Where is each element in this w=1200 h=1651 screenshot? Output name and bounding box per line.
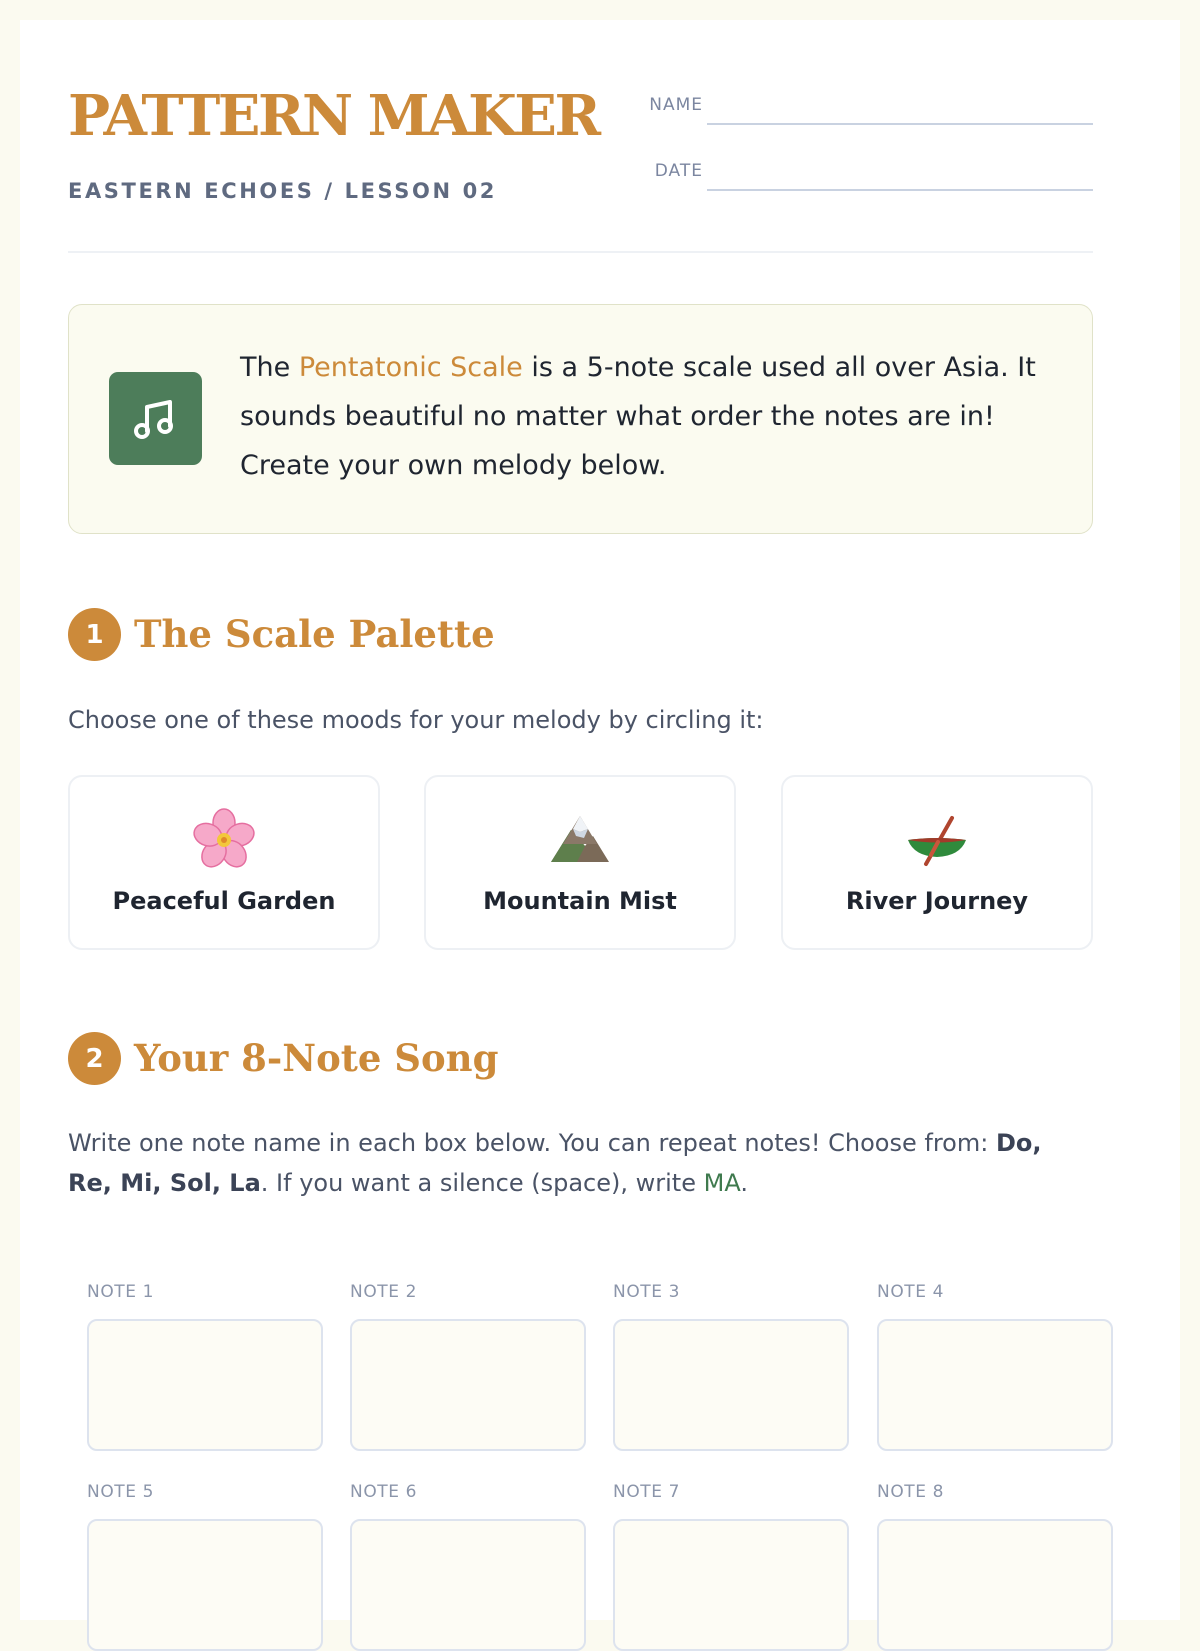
note-label: NOTE 7	[613, 1482, 681, 1502]
note-box-7[interactable]	[613, 1519, 849, 1651]
pentatonic-scale-highlight: Pentatonic Scale	[298, 352, 523, 383]
note-label: NOTE 3	[613, 1282, 681, 1302]
note-box-8[interactable]	[877, 1519, 1113, 1651]
note-box-5[interactable]	[87, 1519, 323, 1651]
note-label: NOTE 1	[87, 1282, 155, 1302]
section-1-number-badge: 1	[68, 608, 121, 661]
mood-card-peaceful-garden[interactable]	[68, 775, 380, 950]
mood-card-river-journey[interactable]	[781, 775, 1093, 950]
page-subtitle: EASTERN ECHOES / LESSON 02	[68, 179, 497, 203]
name-label: NAME	[649, 95, 703, 115]
note-choices: Do, Re, Mi, Sol, La	[68, 1129, 1042, 1197]
silence-note: MA	[703, 1169, 741, 1197]
mountain-icon	[426, 805, 734, 875]
note-label: NOTE 4	[877, 1282, 945, 1302]
section-2-number-badge: 2	[68, 1032, 121, 1085]
page-title: PATTERN MAKER	[68, 83, 599, 149]
section-1-title: The Scale Palette	[134, 612, 495, 656]
note-label: NOTE 8	[877, 1482, 945, 1502]
note-label: NOTE 2	[350, 1282, 418, 1302]
name-field[interactable]	[707, 123, 1093, 125]
section-2-title: Your 8-Note Song	[134, 1036, 499, 1080]
date-label: DATE	[654, 161, 703, 181]
section-1-instruction: Choose one of these moods for your melody by circling it:	[68, 706, 764, 734]
mood-label: River Journey	[845, 887, 1029, 915]
note-label: NOTE 5	[87, 1482, 155, 1502]
callout-text: The Pentatonic Scale is a 5-note scale used all over Asia. It sounds beautiful no matter what order the notes are in! Create your own melody below.	[240, 352, 1036, 481]
note-box-2[interactable]	[350, 1319, 586, 1451]
note-box-6[interactable]	[350, 1519, 586, 1651]
note-label: NOTE 6	[350, 1482, 418, 1502]
mood-label: Mountain Mist	[483, 887, 677, 915]
mood-card-mountain-mist[interactable]	[424, 775, 736, 950]
canoe-icon	[783, 805, 1091, 875]
cherry-blossom-icon	[70, 805, 378, 875]
mood-label: Peaceful Garden	[112, 887, 336, 915]
section-2-instruction: Write one note name in each box below. You can repeat notes! Choose from: Do, Re, Mi, Sol, La. If you want a silence (space), write MA.	[68, 1129, 1042, 1197]
date-field[interactable]	[707, 189, 1093, 191]
section-2-heading	[68, 1032, 588, 1086]
section-1-heading	[68, 608, 568, 662]
music-note-icon	[109, 372, 202, 465]
note-box-3[interactable]	[613, 1319, 849, 1451]
info-callout	[68, 304, 1093, 534]
header-divider	[68, 251, 1093, 253]
note-box-1[interactable]	[87, 1319, 323, 1451]
note-box-4[interactable]	[877, 1319, 1113, 1451]
